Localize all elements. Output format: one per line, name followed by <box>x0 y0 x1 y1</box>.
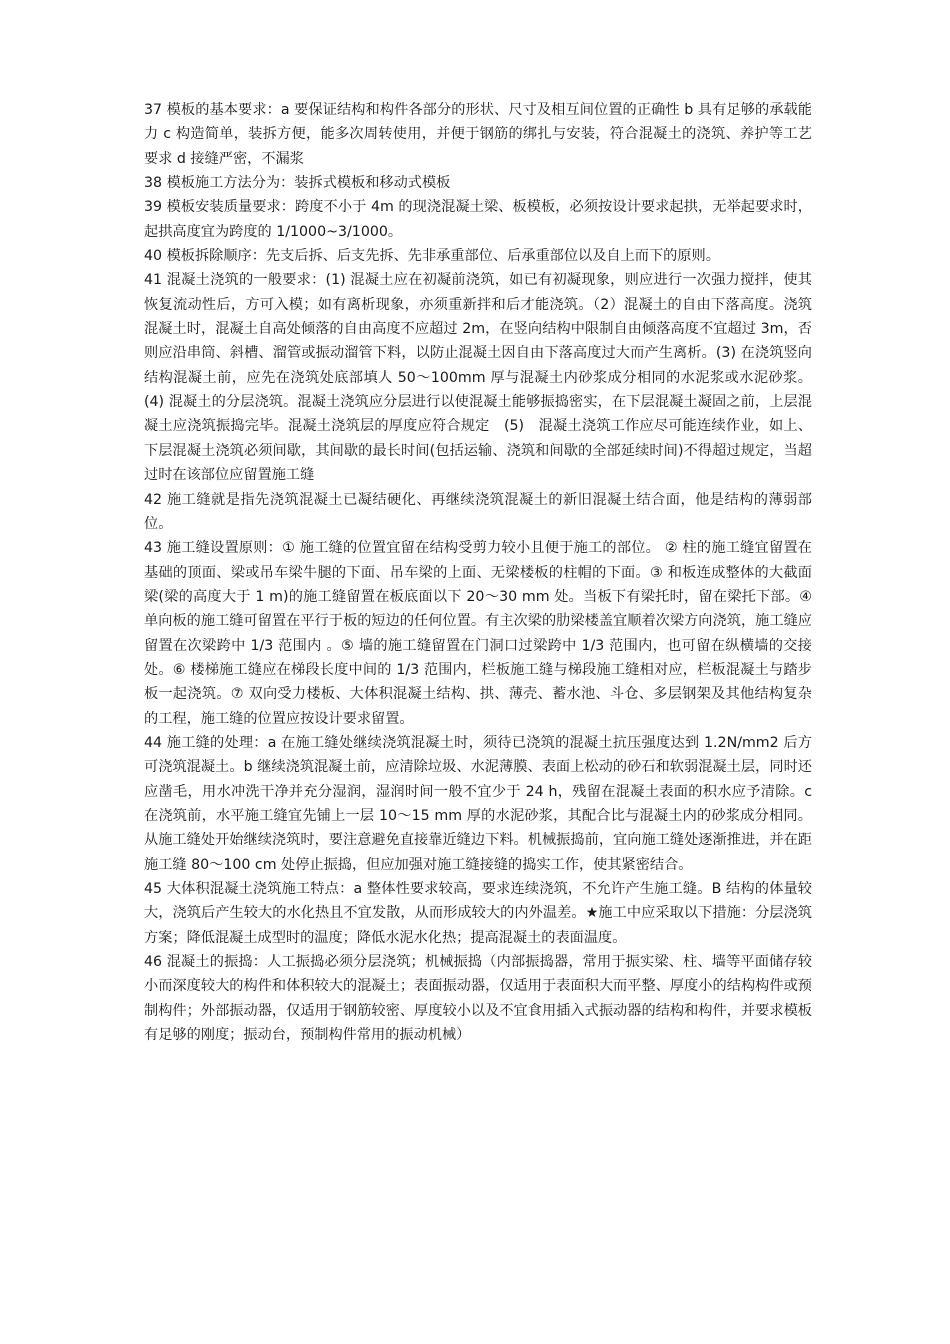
paragraph-43-joint-principles: 43 施工缝设置原则：① 施工缝的位置宜留在结构受剪力较小且便于施工的部位。 ② 柱的施工缝宜留置在基础的顶面、梁或吊车梁牛腿的下面、吊车梁的上面、无梁楼板的柱帽的下面。③ 和板连成整体的大截面梁(梁的高度大于 1 m)的施工缝留置在板底面以下 20～30 mm 处。当板下有梁托时，留在梁托下部。④ 单向板的施工缝可留置在平行于板的短边的任何位置。有主次梁的肋梁楼盖宜顺着次梁方向浇筑，施工缝应留置在次梁跨中 1/3 范围内 。⑤ 墙的施工缝留置在门洞口过梁跨中 1/3 范围内，也可留在纵横墙的交接处。⑥ 楼梯施工缝应在梯段长度中间的 1/3 范围内，栏板施工缝与梯段施工缝相对应，栏板混凝土与踏步板一起浇筑。⑦ 双向受力楼板、大体积混凝土结构、拱、薄壳、蓄水池、斗仓、多层钢架及其他结构复杂的工程，施工缝的位置应按设计要求留置。 <box>144 540 812 727</box>
paragraph-40-formwork-removal: 40 模板拆除顺序：先支后拆、后支先拆、先非承重部位、后承重部位以及自上而下的原则。 <box>144 248 720 265</box>
paragraph-44-joint-treatment: 44 施工缝的处理：a 在施工缝处继续浇筑混凝土时，须待已浇筑的混凝土抗压强度达到 1.2N/mm2 后方可浇筑混凝土。b 继续浇筑混凝土前，应清除垃圾、水泥薄膜、表面上松动的砂石和软弱混凝土层，同时还应凿毛，用水冲洗干净并充分湿润，湿润时间一般不宜少于 24 h，残留在混凝土表面的积水应予清除。c 在浇筑前，水平施工缝宜先铺上一层 10～15 mm 厚的水泥砂浆，其配合比与混凝土内的砂浆成分相同。从施工缝处开始继续浇筑时，要注意避免直接靠近缝边下料。机械振捣前，宜向施工缝处逐渐推进，并在距施工缝 80～100 cm 处停止振捣，但应加强对施工缝接缝的捣实工作，使其紧密结合。 <box>144 734 812 873</box>
paragraph-46-vibration: 46 混凝土的振捣：人工振捣必须分层浇筑；机械振捣（内部振捣器，常用于振实梁、柱、墙等平面储存较小而深度较大的构件和体积较大的混凝土；表面振动器，仅适用于表面积大而平整、厚度小的结构构件或预制构件；外部振动器，仅适用于钢筋较密、厚度较小以及不宜食用插入式振动器的结构和构件，并要求模板有足够的刚度；振动台，预制构件常用的振动机械） <box>144 954 812 1044</box>
paragraph-39-formwork-quality: 39 模板安装质量要求：跨度不小于 4m 的现浇混凝土梁、板模板，必须按设计要求起拱，无举起要求时，起拱高度宜为跨度的 1/1000~3/1000。 <box>144 199 812 240</box>
document-page <box>144 98 812 1047</box>
paragraph-41-concrete-pouring: 41 混凝土浇筑的一般要求：(1) 混凝土应在初凝前浇筑，如已有初凝现象，则应进行一次强力搅拌，使其恢复流动性后，方可入模；如有离析现象，亦须重新拌和后才能浇筑。（2）混凝土的自由下落高度。浇筑混凝土时，混凝土自高处倾落的自由高度不应超过 2m，在竖向结构中限制自由倾落高度不宜超过 3m，否则应沿串筒、斜槽、溜管或振动溜管下料，以防止混凝土因自由下落高度过大而产生离析。(3) 在浇筑竖向结构混凝土前，应先在浇筑处底部填人 50～100mm 厚与混凝土内砂浆成分相同的水泥浆或水泥砂浆。(4) 混凝土的分层浇筑。混凝土浇筑应分层进行以使混凝土能够振捣密实，在下层混凝土凝固之前，上层混凝土应浇筑振捣完毕。混凝土浇筑层的厚度应符合规定 (5) 混凝土浇筑工作应尽可能连续作业，如上、下层混凝土浇筑必须间歇，其间歇的最长时间(包括运输、浇筑和间歇的全部延续时间)不得超过规定，当超过时在该部位应留置施工缝 <box>144 272 812 484</box>
paragraph-45-mass-concrete: 45 大体积混凝土浇筑施工特点：a 整体性要求较高，要求连续浇筑，不允许产生施工缝。B 结构的体量较大，浇筑后产生较大的水化热且不宜发散，从而形成较大的内外温差。★施工中应采取以下措施：分层浇筑方案；降低混凝土成型时的温度；降低水泥水化热；提高混凝土的表面温度。 <box>144 881 812 946</box>
paragraph-38-formwork-methods: 38 模板施工方法分为：装拆式模板和移动式模板 <box>144 175 451 192</box>
paragraph-42-construction-joint: 42 施工缝就是指先浇筑混凝土已凝结硬化、再继续浇筑混凝土的新旧混凝土结合面，他是结构的薄弱部位。 <box>144 491 812 532</box>
paragraph-37-formwork-requirements: 37 模板的基本要求：a 要保证结构和构件各部分的形状、尺寸及相互间位置的正确性 b 具有足够的承载能力 c 构造简单，装拆方便，能多次周转使用，并便于钢筋的绑扎与安装，符合混凝土的浇筑、养护等工艺要求 d 接缝严密，不漏浆 <box>144 102 812 167</box>
